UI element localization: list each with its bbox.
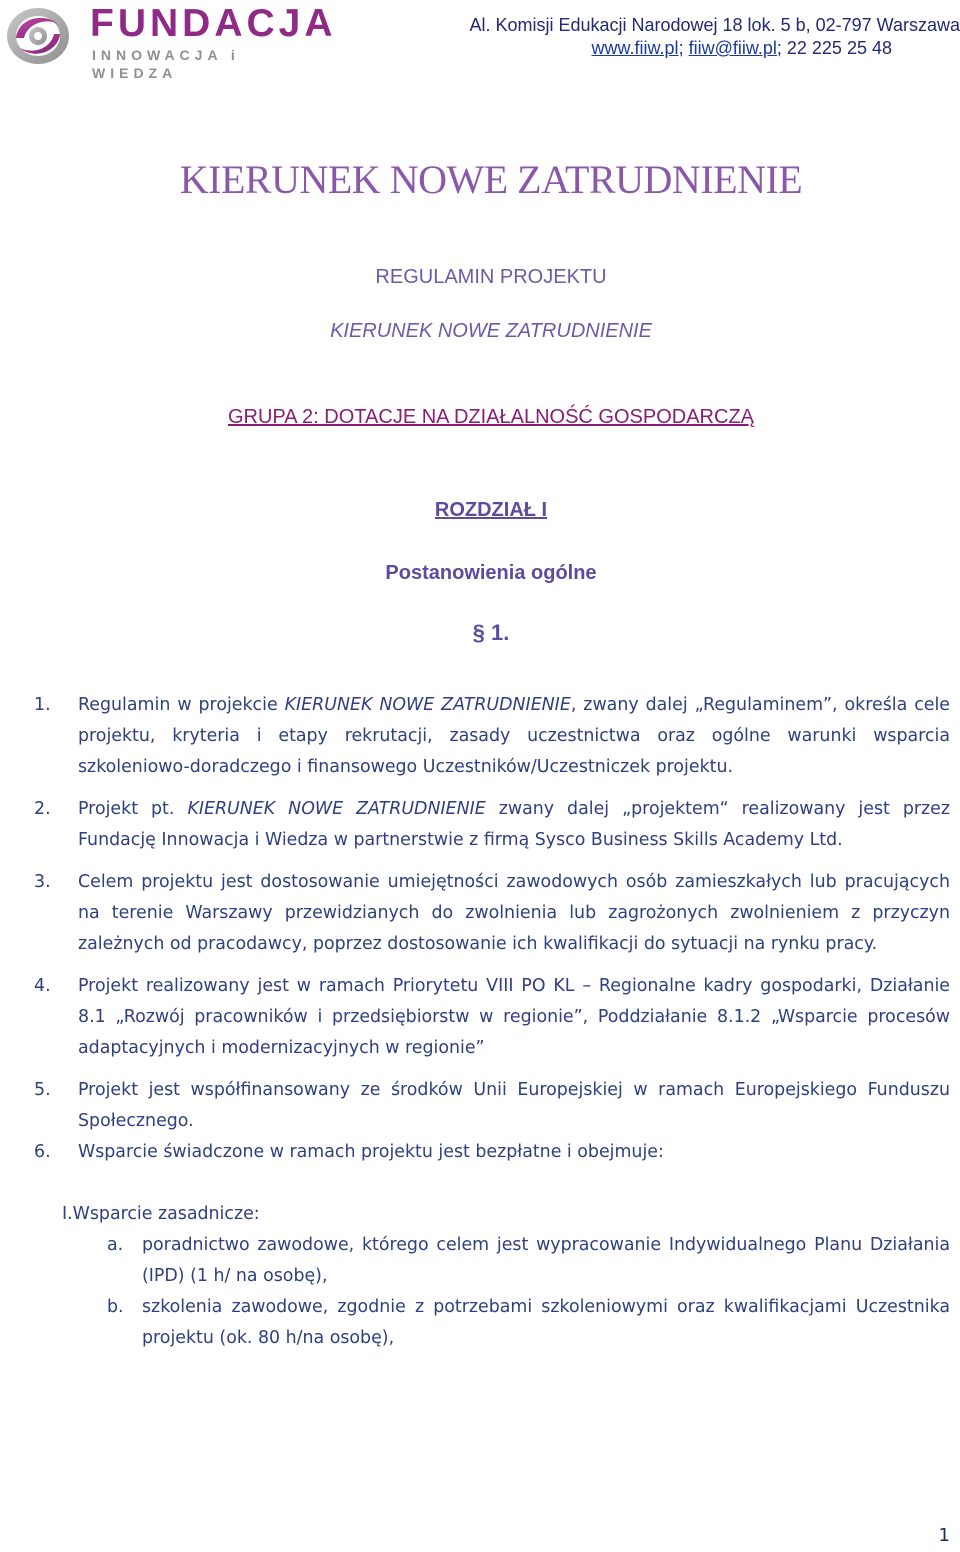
support-item-text: poradnictwo zawodowe, którego celem jest wypracowanie Indywidualnego Planu Działania (IPD) (1 h/ na osobę), bbox=[142, 1235, 950, 1286]
item-text-part: zwany dalej „projektem“ realizowany jest przez Fundację Innowacja i Wiedza w partnerstwie z firmą Sysco Business Skills Academy Ltd. bbox=[78, 799, 950, 850]
item-text: Celem projektu jest dostosowanie umiejętności zawodowych osób zamieszkałych lub pracujących na terenie Warszawy przewidzianych do zwolnienia lub zagrożonych zwolnieniem z przyczyn zależnych od pracodawcy, poprzez dostosowanie ich kwalifikacji do sytuacji na rynku pracy. bbox=[78, 872, 950, 954]
support-item bbox=[62, 1292, 950, 1354]
item-number: 3. bbox=[34, 872, 51, 892]
support-heading: I.Wsparcie zasadnicze: bbox=[62, 1204, 260, 1224]
email-link[interactable]: fiiw@fiiw.pl bbox=[688, 38, 777, 58]
item-number: 5. bbox=[34, 1080, 51, 1100]
item-text-part: Regulamin w projekcie bbox=[78, 695, 285, 715]
chapter-name: Postanowienia ogólne bbox=[385, 562, 597, 584]
paragraph-number: § 1. bbox=[472, 620, 510, 645]
item-text: Wsparcie świadczone w ramach projektu jest bezpłatne i obejmuje: bbox=[78, 1142, 664, 1162]
regulation-list bbox=[30, 690, 950, 1354]
item-text-italic: KIERUNEK NOWE ZATRUDNIENIE bbox=[284, 695, 571, 715]
chapter-label: ROZDZIAŁ I bbox=[434, 499, 548, 521]
item-number: 4. bbox=[34, 976, 51, 996]
item-number: 6. bbox=[34, 1142, 51, 1162]
list-item bbox=[30, 690, 950, 783]
list-item bbox=[30, 1075, 950, 1137]
contact-line bbox=[440, 37, 960, 60]
list-item bbox=[30, 1137, 950, 1168]
support-item-text: szkolenia zawodowe, zgodnie z potrzebami szkoleniowymi oraz kwalifikacjami Uczestnika projektu (ok. 80 h/na osobę), bbox=[142, 1297, 950, 1348]
separator: ; bbox=[678, 38, 684, 58]
item-text: Projekt realizowany jest w ramach Priorytetu VIII PO KL – Regionalne kadry gospodarki, Działanie 8.1 „Rozwój pracowników i przedsiębiorstw w regionie”, Poddziałanie 8.1.2 „Wsparcie procesów adaptacyjnych i modernizacyjnych w regionie” bbox=[78, 976, 950, 1058]
phone: ; 22 225 25 48 bbox=[776, 38, 892, 58]
document-main-title: KIERUNEK NOWE ZATRUDNIENIE bbox=[179, 157, 803, 202]
group-title: GRUPA 2: DOTACJE NA DZIAŁALNOŚĆ GOSPODARCZĄ bbox=[227, 406, 755, 428]
list-item bbox=[30, 971, 950, 1064]
item-number: 1. bbox=[34, 695, 51, 715]
support-item-letter: b. bbox=[107, 1297, 124, 1317]
support-item bbox=[62, 1230, 950, 1292]
contact-info bbox=[440, 14, 960, 60]
website-link[interactable]: www.fiiw.pl bbox=[591, 38, 679, 58]
support-item-letter: a. bbox=[107, 1235, 124, 1255]
address: Al. Komisji Edukacji Narodowej 18 lok. 5 b, 02-797 Warszawa bbox=[469, 15, 960, 35]
item-text-italic: KIERUNEK NOWE ZATRUDNIENIE bbox=[187, 799, 486, 819]
foundation-logo bbox=[4, 2, 337, 81]
item-text-part: , zwany dalej „Regulaminem”, określa cele projektu, kryteria i etapy rekrutacji, zasady uczestnictwa oraz ogólne warunki wsparcia szkoleniowo-doradczego i finansowego Uczestników/Uczestniczek projektu. bbox=[78, 695, 951, 777]
support-section bbox=[30, 1199, 950, 1354]
page-number: 1 bbox=[938, 1525, 950, 1546]
item-number: 2. bbox=[34, 799, 51, 819]
item-text-part: Projekt pt. bbox=[78, 799, 188, 819]
item-text bbox=[78, 695, 950, 777]
item-text: Projekt jest współfinansowany ze środków Unii Europejskiej w ramach Europejskiego Funduszu Społecznego. bbox=[78, 1080, 950, 1131]
logo-main-text: FUNDACJA bbox=[90, 2, 337, 45]
item-text bbox=[78, 799, 950, 850]
regulation-title: REGULAMIN PROJEKTU bbox=[375, 266, 607, 288]
list-item bbox=[30, 794, 950, 856]
logo-swirl-icon bbox=[4, 4, 76, 66]
project-title: KIERUNEK NOWE ZATRUDNIENIE bbox=[330, 320, 652, 342]
list-item bbox=[30, 867, 950, 960]
logo-sub-text: INNOWACJA i WIEDZA bbox=[92, 47, 240, 81]
